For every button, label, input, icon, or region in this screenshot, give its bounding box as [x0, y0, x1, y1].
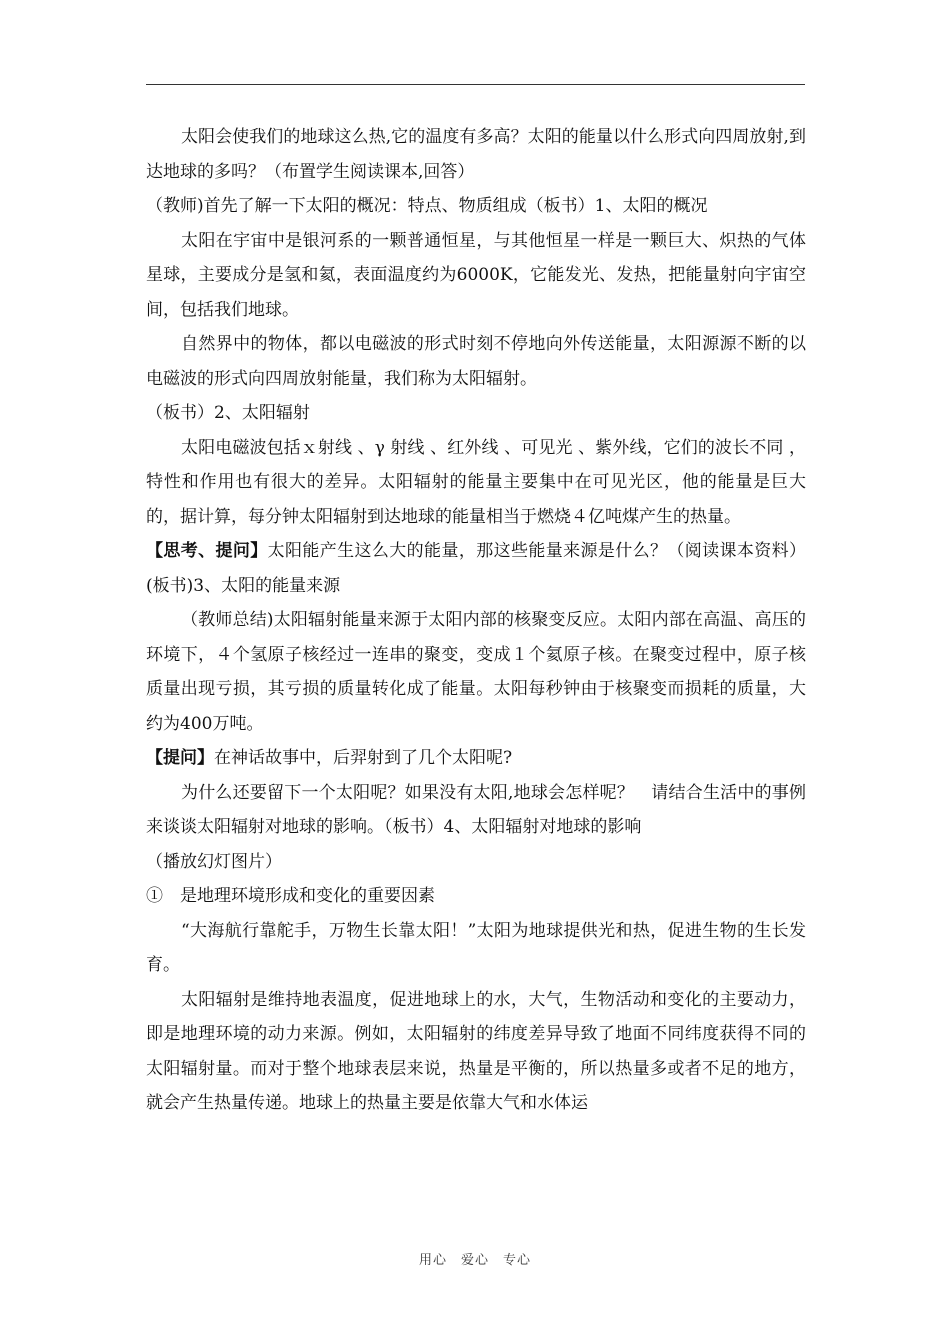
paragraph-quote: “大海航行靠舵手，万物生长靠太阳！”太阳为地球提供光和热，促进生物的生长发育。	[146, 920, 806, 975]
paragraph-sun-description: 太阳在宇宙中是银河系的一颗普通恒星，与其他恒星一样是一颗巨大、炽热的气体星球，主要成分是氢和氦，表面温度约为6000K，它能发光、发热，把能量射向宇宙空间，包括我们地球。	[146, 230, 806, 320]
document-body	[146, 120, 806, 1121]
page-footer: 用心 爱心 专心	[418, 1253, 531, 1268]
paragraph-radiation-spectrum: 太阳电磁波包括ｘ射线 、γ 射线 、红外线 、可见光 、紫外线，它们的波长不同 ，特性和作用也有很大的差异。太阳辐射的能量主要集中在可见光区，他的能量是巨大的，据计算，每分钟太阳辐射到达地球的能量相当于燃烧４亿吨煤产生的热量。	[146, 437, 806, 527]
paragraph-energy-source: （教师总结)太阳辐射能量来源于太阳内部的核聚变反应。太阳内部在高温、高压的环境下，４个氢原子核经过一连串的聚变，变成１个氦原子核。在聚变过程中，原子核质量出现亏损，其亏损的质量转化成了能量。太阳每秒钟由于核聚变而损耗的质量，大约为400万吨。	[146, 610, 806, 734]
paragraph-factor-one: ① 是地理环境形成和变化的重要因素	[146, 886, 435, 906]
paragraph-intro-question: 太阳会使我们的地球这么热,它的温度有多高？太阳的能量以什么形式向四周放射,到达地球的多吗？（布置学生阅读课本,回答）	[146, 127, 806, 182]
paragraph-electromagnetic: 自然界中的物体，都以电磁波的形式时刻不停地向外传送能量，太阳源源不断的以电磁波的形式向四周放射能量，我们称为太阳辐射。	[146, 334, 806, 389]
paragraph-question	[146, 741, 806, 776]
think-question-label: 【思考、提问】	[146, 541, 268, 561]
think-question-text: 太阳能产生这么大的能量，那这些能量来源是什么？（阅读课本资料）(板书)3、太阳的能量来源	[146, 541, 807, 596]
paragraph-board-solar-radiation: （板书）2、太阳辐射	[146, 403, 310, 423]
question-text: 在神话故事中，后羿射到了几个太阳呢?	[214, 748, 513, 768]
paragraph-slides: （播放幻灯图片）	[146, 851, 282, 872]
paragraph-think-question	[146, 534, 806, 603]
paragraph-why-keep-sun: 为什么还要留下一个太阳呢？如果没有太阳,地球会怎样呢？ 请结合生活中的事例来谈谈太阳辐射对地球的影响。（板书）4、太阳辐射对地球的影响	[146, 782, 806, 837]
paragraph-sun-overview-heading: （教师)首先了解一下太阳的概况：特点、物质组成（板书）1、太阳的概况	[146, 196, 708, 216]
question-label: 【提问】	[146, 748, 214, 768]
paragraph-radiation-driver: 太阳辐射是维持地表温度，促进地球上的水，大气，生物活动和变化的主要动力，即是地理环境的动力来源。例如，太阳辐射的纬度差异导致了地面不同纬度获得不同的太阳辐射量。而对于整个地球表层来说，热量是平衡的，所以热量多或者不足的地方，就会产生热量传递。地球上的热量主要是依靠大气和水体运	[146, 989, 806, 1113]
header-rule	[146, 84, 805, 85]
